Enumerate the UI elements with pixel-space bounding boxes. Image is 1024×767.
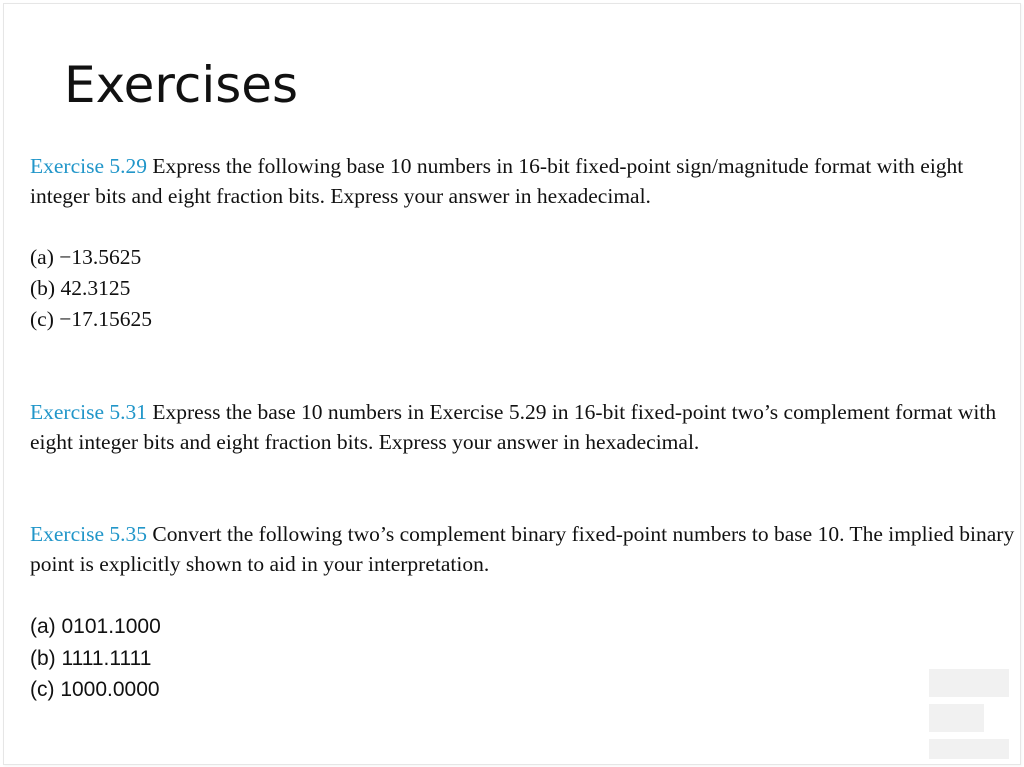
- exercise-5-35-item-a: (a) 0101.1000: [30, 615, 161, 638]
- exercise-5-29-item-c: (c) −17.15625: [30, 307, 152, 331]
- exercise-5-29-item-a: (a) −13.5625: [30, 245, 142, 269]
- slide-title: Exercises: [64, 56, 299, 114]
- exercise-5-35-text: Convert the following two’s complement binary fixed-point numbers to base 10. The implied binary point is explicitly shown to aid in your interpretation.: [30, 522, 1015, 576]
- exercise-5-35-item-c: (c) 1000.0000: [30, 678, 160, 701]
- exercise-5-35-paragraph: [30, 519, 1015, 579]
- exercise-5-29-text: Express the following base 10 numbers in 16-bit fixed-point sign/magnitude format with eight integer bits and eight fraction bits. Express your answer in hexadecimal.: [30, 154, 964, 208]
- exercise-5-29-paragraph: [30, 151, 1015, 211]
- exercise-5-31-label: Exercise 5.31: [30, 400, 148, 424]
- exercise-5-29-item-b: (b) 42.3125: [30, 276, 131, 300]
- exercise-5-31-paragraph: [30, 397, 1015, 457]
- watermark-logo: [924, 664, 1014, 764]
- exercise-5-31-text: Express the base 10 numbers in Exercise 5.29 in 16-bit fixed-point two’s complement format with eight integer bits and eight fraction bits. Express your answer in hexadecimal.: [30, 400, 997, 454]
- slide: [3, 3, 1021, 765]
- exercise-5-35-label: Exercise 5.35: [30, 522, 148, 546]
- exercise-5-35-item-b: (b) 1111.1111: [30, 647, 152, 670]
- exercise-5-29-label: Exercise 5.29: [30, 154, 148, 178]
